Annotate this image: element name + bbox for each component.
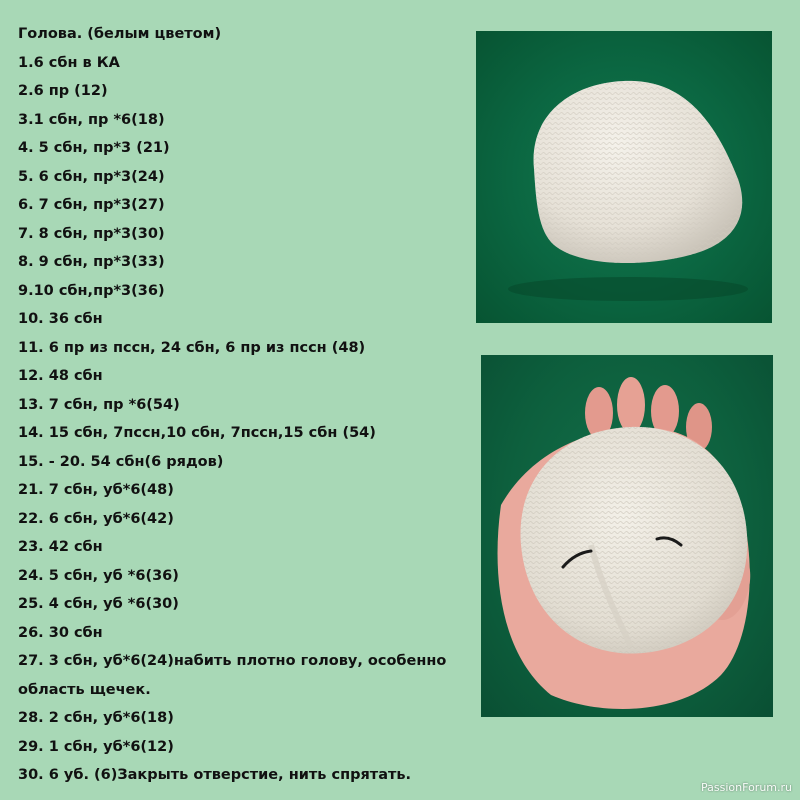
pattern-row: 8. 9 сбн, пр*3(33)	[18, 254, 165, 270]
pattern-row: 30. 6 уб. (6)Закрыть отверстие, нить спрятать.	[18, 767, 412, 783]
pattern-row: 7. 8 сбн, пр*3(30)	[18, 225, 165, 242]
pattern-row: 25. 4 сбн, уб *6(30)	[18, 596, 179, 612]
pattern-row: 10. 36 сбн	[18, 311, 103, 327]
pattern-row: 12. 48 сбн	[18, 368, 103, 384]
pattern-row: 11. 6 пр из пссн, 24 сбн, 6 пр из пссн (48)	[18, 339, 366, 356]
pattern-row: 9.10 сбн,пр*3(36)	[18, 282, 165, 299]
photo-head-side-view	[476, 31, 772, 323]
pattern-row: 22. 6 сбн, уб*6(42)	[18, 510, 174, 527]
pattern-row: 1.6 сбн в КА	[18, 54, 120, 71]
photo-head-in-hand	[481, 355, 773, 717]
pattern-row: 15. - 20. 54 сбн(6 рядов)	[18, 453, 224, 470]
head-in-hand-illustration	[481, 355, 773, 717]
pattern-row: область щечек.	[18, 681, 151, 698]
pattern-row: 14. 15 сбн, 7пссн,10 сбн, 7пссн,15 сбн (54)	[18, 425, 376, 441]
pattern-row: 26. 30 сбн	[18, 624, 103, 641]
pattern-row: 6. 7 сбн, пр*3(27)	[18, 197, 165, 213]
pattern-row: 2.6 пр (12)	[18, 83, 108, 99]
pattern-text	[18, 20, 478, 790]
head-side-illustration	[476, 31, 772, 323]
pattern-row: 24. 5 сбн, уб *6(36)	[18, 567, 179, 584]
pattern-row: 13. 7 сбн, пр *6(54)	[18, 396, 180, 413]
pattern-title: Голова. (белым цветом)	[18, 26, 222, 42]
pattern-row: 5. 6 сбн, пр*3(24)	[18, 168, 165, 185]
pattern-row: 3.1 сбн, пр *6(18)	[18, 111, 165, 128]
pattern-row: 4. 5 сбн, пр*3 (21)	[18, 140, 170, 156]
pattern-row: 29. 1 сбн, уб*6(12)	[18, 738, 174, 755]
pattern-row: 27. 3 сбн, уб*6(24)набить плотно голову, особенно	[18, 653, 447, 669]
watermark: PassionForum.ru	[701, 781, 792, 794]
pattern-row: 21. 7 сбн, уб*6(48)	[18, 482, 174, 498]
pattern-row: 28. 2 сбн, уб*6(18)	[18, 710, 174, 726]
pattern-row: 23. 42 сбн	[18, 539, 103, 555]
